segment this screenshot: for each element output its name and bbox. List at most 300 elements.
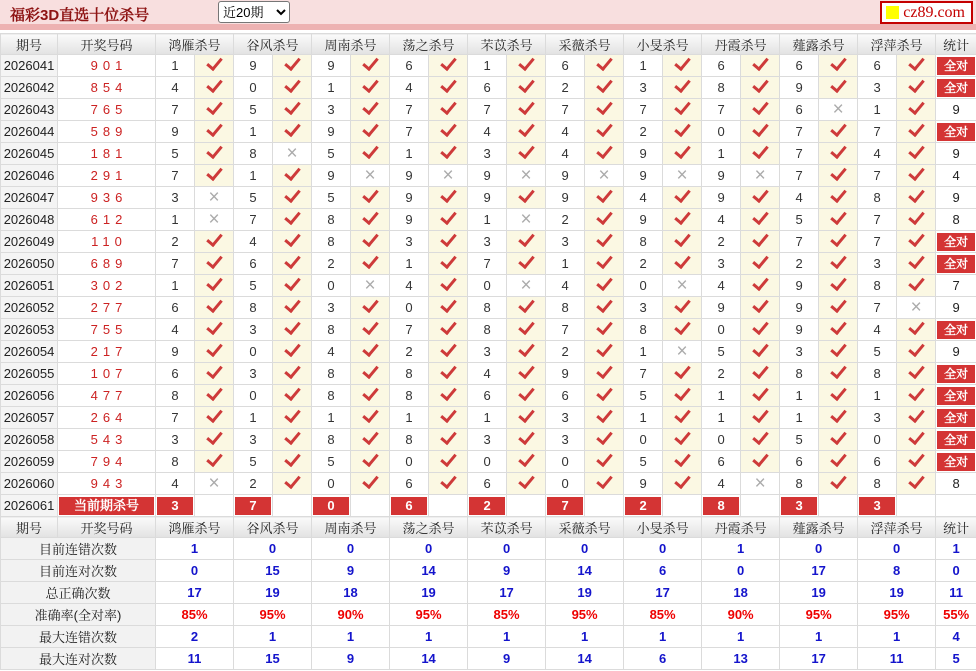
kill-number-cell: 7 <box>468 99 507 121</box>
kill-number-cell: 7 <box>156 165 195 187</box>
result-mark-cell <box>741 385 780 407</box>
empty-mark-cell <box>273 495 312 517</box>
result-mark-cell <box>819 297 858 319</box>
check-icon <box>206 385 223 402</box>
kill-number-cell: 8 <box>234 297 273 319</box>
check-icon <box>206 165 223 182</box>
result-mark-cell <box>507 363 546 385</box>
kill-number-cell: 9 <box>624 473 663 495</box>
result-mark-cell <box>897 385 936 407</box>
all-correct-badge: 全对 <box>937 365 975 383</box>
check-icon <box>752 407 769 424</box>
summary-value: 0 <box>390 538 468 560</box>
check-icon <box>362 451 379 468</box>
summary-label: 目前连对次数 <box>1 560 156 582</box>
check-icon <box>674 297 691 314</box>
check-icon <box>518 451 535 468</box>
summary-value: 1 <box>234 626 312 648</box>
kill-number-cell: 8 <box>624 319 663 341</box>
table-row <box>1 143 976 165</box>
kill-number-cell: 9 <box>624 209 663 231</box>
kill-number-cell: 8 <box>780 363 819 385</box>
result-mark-cell <box>819 165 858 187</box>
result-mark-cell <box>585 473 624 495</box>
check-icon <box>674 253 691 270</box>
all-correct-badge: 全对 <box>937 453 975 471</box>
check-icon <box>596 77 613 94</box>
result-mark-cell <box>195 473 234 495</box>
draw-numbers-cell: 765 <box>58 99 156 121</box>
check-icon <box>206 363 223 380</box>
result-mark-cell <box>195 209 234 231</box>
kill-number-cell: 7 <box>624 99 663 121</box>
period-cell: 2026058 <box>1 429 58 451</box>
kill-number-cell: 4 <box>702 473 741 495</box>
summary-value: 1 <box>156 538 234 560</box>
check-icon <box>284 407 301 424</box>
cross-icon: × <box>832 99 844 120</box>
result-mark-cell <box>195 297 234 319</box>
result-mark-cell <box>819 143 858 165</box>
kill-number-cell: 4 <box>468 121 507 143</box>
kill-number-cell: 7 <box>858 297 897 319</box>
check-icon <box>752 231 769 248</box>
kill-number-cell: 7 <box>390 99 429 121</box>
result-mark-cell <box>273 297 312 319</box>
check-icon <box>596 319 613 336</box>
check-icon <box>440 187 457 204</box>
current-kill-cell <box>234 495 273 517</box>
result-mark-cell <box>819 55 858 77</box>
summary-value: 55% <box>936 604 976 626</box>
check-icon <box>206 143 223 160</box>
result-mark-cell <box>273 77 312 99</box>
kill-number-cell: 1 <box>624 55 663 77</box>
all-correct-badge: 全对 <box>937 79 975 97</box>
kill-number-cell: 8 <box>312 385 351 407</box>
period-cell: 2026050 <box>1 253 58 275</box>
draw-numbers-cell: 589 <box>58 121 156 143</box>
result-mark-cell <box>663 473 702 495</box>
cross-icon: × <box>208 209 220 230</box>
result-mark-cell <box>507 407 546 429</box>
check-icon <box>440 77 457 94</box>
check-icon <box>362 55 379 72</box>
kill-number-cell: 4 <box>156 473 195 495</box>
check-icon <box>830 165 847 182</box>
check-icon <box>908 407 925 424</box>
current-kill-cell <box>858 495 897 517</box>
result-mark-cell <box>663 121 702 143</box>
summary-value: 1 <box>468 626 546 648</box>
col-expert-header-6: 采薇杀号 <box>546 517 624 538</box>
kill-number-cell: 9 <box>390 209 429 231</box>
check-icon <box>362 231 379 248</box>
result-mark-cell <box>819 385 858 407</box>
summary-value: 14 <box>546 648 624 670</box>
kill-number-cell: 1 <box>312 77 351 99</box>
result-mark-cell <box>351 253 390 275</box>
kill-number-cell: 5 <box>156 143 195 165</box>
summary-value: 11 <box>936 582 976 604</box>
stat-cell: 9 <box>936 143 976 165</box>
result-mark-cell <box>741 231 780 253</box>
cross-icon: × <box>208 473 220 494</box>
result-mark-cell <box>585 275 624 297</box>
draw-numbers-cell: 794 <box>58 451 156 473</box>
check-icon <box>752 209 769 226</box>
result-mark-cell <box>195 363 234 385</box>
draw-numbers-cell: 543 <box>58 429 156 451</box>
kill-number-cell: 2 <box>156 231 195 253</box>
period-cell: 2026052 <box>1 297 58 319</box>
kill-number-cell: 0 <box>546 473 585 495</box>
result-mark-cell <box>741 451 780 473</box>
summary-value: 9 <box>312 560 390 582</box>
current-kill-cell <box>546 495 585 517</box>
result-mark-cell <box>741 275 780 297</box>
kill-number-cell: 0 <box>234 341 273 363</box>
kill-number-cell: 1 <box>156 209 195 231</box>
check-icon <box>908 231 925 248</box>
check-icon <box>674 363 691 380</box>
check-icon <box>284 99 301 116</box>
kill-number-cell: 6 <box>702 55 741 77</box>
result-mark-cell <box>819 473 858 495</box>
check-icon <box>518 253 535 270</box>
kill-number-cell: 7 <box>390 121 429 143</box>
kill-number-cell: 9 <box>624 165 663 187</box>
result-mark-cell <box>273 363 312 385</box>
kill-number-cell: 4 <box>858 143 897 165</box>
table-row <box>1 231 976 253</box>
all-correct-badge: 全对 <box>937 57 975 75</box>
summary-value: 19 <box>546 582 624 604</box>
result-mark-cell <box>663 341 702 363</box>
kill-number-cell: 4 <box>702 275 741 297</box>
result-mark-cell <box>351 209 390 231</box>
result-mark-cell <box>741 55 780 77</box>
result-mark-cell <box>351 407 390 429</box>
check-icon <box>752 275 769 292</box>
check-icon <box>518 319 535 336</box>
check-icon <box>362 253 379 270</box>
table-row <box>1 77 976 99</box>
kill-number-cell: 8 <box>390 385 429 407</box>
current-kill-badge: 3 <box>157 497 193 515</box>
summary-value: 19 <box>780 582 858 604</box>
result-mark-cell <box>897 429 936 451</box>
check-icon <box>518 297 535 314</box>
result-mark-cell <box>585 385 624 407</box>
check-icon <box>362 473 379 490</box>
summary-value: 0 <box>468 538 546 560</box>
current-kill-cell <box>780 495 819 517</box>
result-mark-cell <box>429 187 468 209</box>
result-mark-cell <box>897 231 936 253</box>
stat-cell <box>936 429 976 451</box>
kill-number-cell: 2 <box>702 363 741 385</box>
summary-value: 1 <box>624 626 702 648</box>
result-mark-cell <box>429 341 468 363</box>
result-mark-cell <box>663 297 702 319</box>
check-icon <box>206 231 223 248</box>
kill-number-cell: 6 <box>858 451 897 473</box>
kill-number-cell: 9 <box>468 165 507 187</box>
check-icon <box>440 385 457 402</box>
check-icon <box>830 275 847 292</box>
check-icon <box>440 341 457 358</box>
summary-label: 最大连错次数 <box>1 626 156 648</box>
result-mark-cell <box>819 99 858 121</box>
table-row <box>1 473 976 495</box>
check-icon <box>206 77 223 94</box>
check-icon <box>830 473 847 490</box>
summary-value: 17 <box>780 560 858 582</box>
range-select[interactable] <box>218 1 290 23</box>
result-mark-cell <box>429 77 468 99</box>
result-mark-cell <box>741 407 780 429</box>
check-icon <box>752 253 769 270</box>
check-icon <box>284 231 301 248</box>
result-mark-cell <box>819 187 858 209</box>
kill-number-cell: 5 <box>702 341 741 363</box>
stat-cell <box>936 55 976 77</box>
draw-numbers-cell: 689 <box>58 253 156 275</box>
result-mark-cell <box>897 319 936 341</box>
stat-cell: 9 <box>936 99 976 121</box>
kill-number-cell: 6 <box>546 55 585 77</box>
check-icon <box>284 77 301 94</box>
check-icon <box>518 143 535 160</box>
kill-number-cell: 4 <box>858 319 897 341</box>
result-mark-cell <box>507 297 546 319</box>
kill-number-cell: 5 <box>780 429 819 451</box>
check-icon <box>440 451 457 468</box>
current-kill-badge: 6 <box>391 497 427 515</box>
summary-value: 14 <box>390 648 468 670</box>
result-mark-cell <box>507 165 546 187</box>
period-cell: 2026042 <box>1 77 58 99</box>
summary-label: 目前连错次数 <box>1 538 156 560</box>
col-expert-header-5: 芣苡杀号 <box>468 34 546 55</box>
check-icon <box>674 55 691 72</box>
check-icon <box>362 341 379 358</box>
result-mark-cell <box>195 341 234 363</box>
kill-number-cell: 0 <box>624 275 663 297</box>
kill-number-cell: 8 <box>468 319 507 341</box>
table-row <box>1 385 976 407</box>
result-mark-cell <box>585 231 624 253</box>
result-mark-cell <box>351 341 390 363</box>
draw-numbers-cell: 110 <box>58 231 156 253</box>
result-mark-cell <box>663 77 702 99</box>
result-mark-cell <box>273 385 312 407</box>
stat-cell: 7 <box>936 275 976 297</box>
result-mark-cell <box>585 209 624 231</box>
col-expert-header-5: 芣苡杀号 <box>468 517 546 538</box>
result-mark-cell <box>663 99 702 121</box>
summary-value: 14 <box>546 560 624 582</box>
kill-number-cell: 3 <box>156 187 195 209</box>
kill-number-cell: 9 <box>312 55 351 77</box>
current-kill-cell <box>624 495 663 517</box>
summary-value: 0 <box>234 538 312 560</box>
cross-icon: × <box>676 275 688 296</box>
result-mark-cell <box>819 275 858 297</box>
result-mark-cell <box>819 319 858 341</box>
result-mark-cell <box>741 253 780 275</box>
current-kill-cell <box>156 495 195 517</box>
check-icon <box>752 121 769 138</box>
kill-number-cell: 9 <box>156 121 195 143</box>
summary-row <box>1 582 976 604</box>
stat-cell <box>936 231 976 253</box>
draw-numbers-cell: 612 <box>58 209 156 231</box>
kill-number-cell: 7 <box>390 319 429 341</box>
check-icon <box>362 407 379 424</box>
col-expert-header-4: 荡之杀号 <box>390 34 468 55</box>
check-icon <box>674 451 691 468</box>
result-mark-cell <box>585 451 624 473</box>
check-icon <box>596 385 613 402</box>
check-icon <box>206 297 223 314</box>
check-icon <box>908 473 925 490</box>
check-icon <box>284 121 301 138</box>
check-icon <box>830 451 847 468</box>
check-icon <box>752 143 769 160</box>
summary-value: 14 <box>390 560 468 582</box>
kill-number-cell: 3 <box>234 429 273 451</box>
check-icon <box>596 187 613 204</box>
stat-cell <box>936 385 976 407</box>
result-mark-cell <box>351 297 390 319</box>
kill-number-cell: 0 <box>468 275 507 297</box>
cross-icon: × <box>910 297 922 318</box>
kill-number-cell: 7 <box>156 407 195 429</box>
kill-number-cell: 2 <box>312 253 351 275</box>
kill-number-cell: 9 <box>780 319 819 341</box>
kill-number-cell: 9 <box>468 187 507 209</box>
summary-value: 9 <box>468 648 546 670</box>
check-icon <box>362 429 379 446</box>
kill-number-cell: 1 <box>234 407 273 429</box>
result-mark-cell <box>429 143 468 165</box>
summary-value: 17 <box>468 582 546 604</box>
result-mark-cell <box>741 341 780 363</box>
check-icon <box>596 253 613 270</box>
table-row <box>1 253 976 275</box>
result-mark-cell <box>507 319 546 341</box>
result-mark-cell <box>507 473 546 495</box>
kill-number-cell: 0 <box>390 297 429 319</box>
result-mark-cell <box>585 55 624 77</box>
draw-numbers-cell: 291 <box>58 165 156 187</box>
kill-number-cell: 1 <box>624 341 663 363</box>
summary-value: 9 <box>312 648 390 670</box>
kill-number-cell: 1 <box>780 385 819 407</box>
cross-icon: × <box>520 275 532 296</box>
all-correct-badge: 全对 <box>937 387 975 405</box>
result-mark-cell <box>897 407 936 429</box>
kill-number-cell: 1 <box>702 385 741 407</box>
empty-mark-cell <box>507 495 546 517</box>
summary-value: 95% <box>390 604 468 626</box>
check-icon <box>596 209 613 226</box>
result-mark-cell <box>507 77 546 99</box>
check-icon <box>908 121 925 138</box>
result-mark-cell <box>195 231 234 253</box>
summary-value: 0 <box>312 538 390 560</box>
kill-number-cell: 8 <box>624 231 663 253</box>
stat-cell <box>936 363 976 385</box>
kill-number-cell: 7 <box>858 209 897 231</box>
result-mark-cell <box>741 121 780 143</box>
draw-numbers-cell: 277 <box>58 297 156 319</box>
kill-number-cell: 9 <box>780 297 819 319</box>
result-mark-cell <box>351 55 390 77</box>
kill-number-cell: 1 <box>546 253 585 275</box>
kill-number-cell: 3 <box>156 429 195 451</box>
table-row <box>1 275 976 297</box>
check-icon <box>752 99 769 116</box>
check-icon <box>362 121 379 138</box>
kill-number-cell: 9 <box>156 341 195 363</box>
summary-label: 总正确次数 <box>1 582 156 604</box>
summary-value: 17 <box>780 648 858 670</box>
check-icon <box>440 429 457 446</box>
summary-value: 18 <box>312 582 390 604</box>
current-kill-badge: 0 <box>313 497 349 515</box>
summary-row <box>1 626 976 648</box>
check-icon <box>596 99 613 116</box>
kill-number-cell: 1 <box>468 209 507 231</box>
result-mark-cell <box>429 55 468 77</box>
check-icon <box>518 341 535 358</box>
kill-number-cell: 9 <box>312 121 351 143</box>
kill-number-cell: 3 <box>780 341 819 363</box>
summary-value: 1 <box>390 626 468 648</box>
result-mark-cell <box>195 253 234 275</box>
site-logo[interactable] <box>880 1 973 24</box>
result-mark-cell <box>273 429 312 451</box>
result-mark-cell <box>273 187 312 209</box>
kill-number-cell: 2 <box>546 341 585 363</box>
kill-number-cell: 5 <box>312 143 351 165</box>
check-icon <box>440 253 457 270</box>
check-icon <box>674 209 691 226</box>
check-icon <box>674 77 691 94</box>
kill-number-cell: 1 <box>468 407 507 429</box>
check-icon <box>908 187 925 204</box>
kill-number-cell: 3 <box>624 297 663 319</box>
kill-number-cell: 7 <box>780 231 819 253</box>
check-icon <box>440 407 457 424</box>
table-row <box>1 341 976 363</box>
kill-number-cell: 9 <box>702 297 741 319</box>
current-kill-badge: 2 <box>625 497 661 515</box>
result-mark-cell <box>585 143 624 165</box>
result-mark-cell <box>429 121 468 143</box>
result-mark-cell <box>819 341 858 363</box>
check-icon <box>596 341 613 358</box>
check-icon <box>596 55 613 72</box>
result-mark-cell <box>351 429 390 451</box>
check-icon <box>908 165 925 182</box>
result-mark-cell <box>897 451 936 473</box>
kill-number-cell: 8 <box>312 209 351 231</box>
result-mark-cell <box>195 77 234 99</box>
